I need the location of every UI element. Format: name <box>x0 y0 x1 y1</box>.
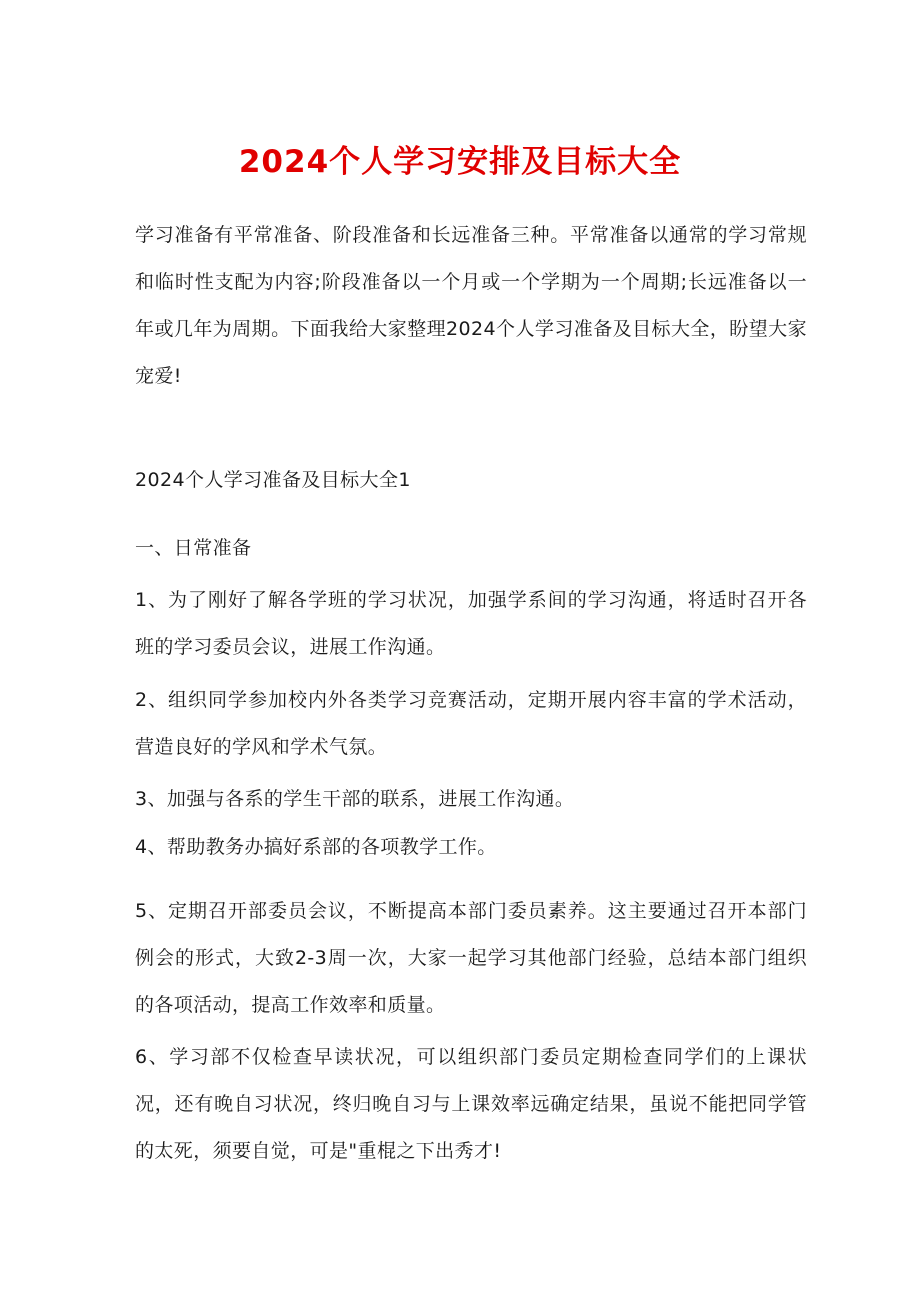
section-heading: 2024个人学习准备及目标大全1 <box>135 469 411 491</box>
document-title: 2024个人学习安排及目标大全 <box>238 144 682 180</box>
list-item: 3、加强与各系的学生干部的联系，进展工作沟通。 <box>135 788 575 810</box>
intro-paragraph: 学习准备有平常准备、阶段准备和长远准备三种。平常准备以通常的学习常规和临时性支配为内容;阶段准备以一个月或一个学期为一个周期;长远准备以一年或几年为周期。下面我给大家整理2024个人学习准备及目标大全，盼望大家宠爱! <box>135 224 807 387</box>
list-item: 2、组织同学参加校内外各类学习竞赛活动，定期开展内容丰富的学术活动，营造良好的学风和学术气氛。 <box>135 689 807 758</box>
list-item: 4、帮助教务办搞好系部的各项教学工作。 <box>135 836 497 858</box>
list-item: 1、为了刚好了解各学班的学习状况，加强学系间的学习沟通，将适时召开各班的学习委员会议，进展工作沟通。 <box>135 589 807 658</box>
list-item: 6、学习部不仅检查早读状况，可以组织部门委员定期检查同学们的上课状况，还有晚自习状况，终归晚自习与上课效率远确定结果，虽说不能把同学管的太死，须要自觉，可是"重棍之下出秀才! <box>135 1046 807 1162</box>
subsection-heading: 一、日常准备 <box>135 537 252 559</box>
list-item: 5、定期召开部委员会议，不断提高本部门委员素养。这主要通过召开本部门例会的形式，大致2-3周一次，大家一起学习其他部门经验，总结本部门组织的各项活动，提高工作效率和质量。 <box>135 900 807 1016</box>
